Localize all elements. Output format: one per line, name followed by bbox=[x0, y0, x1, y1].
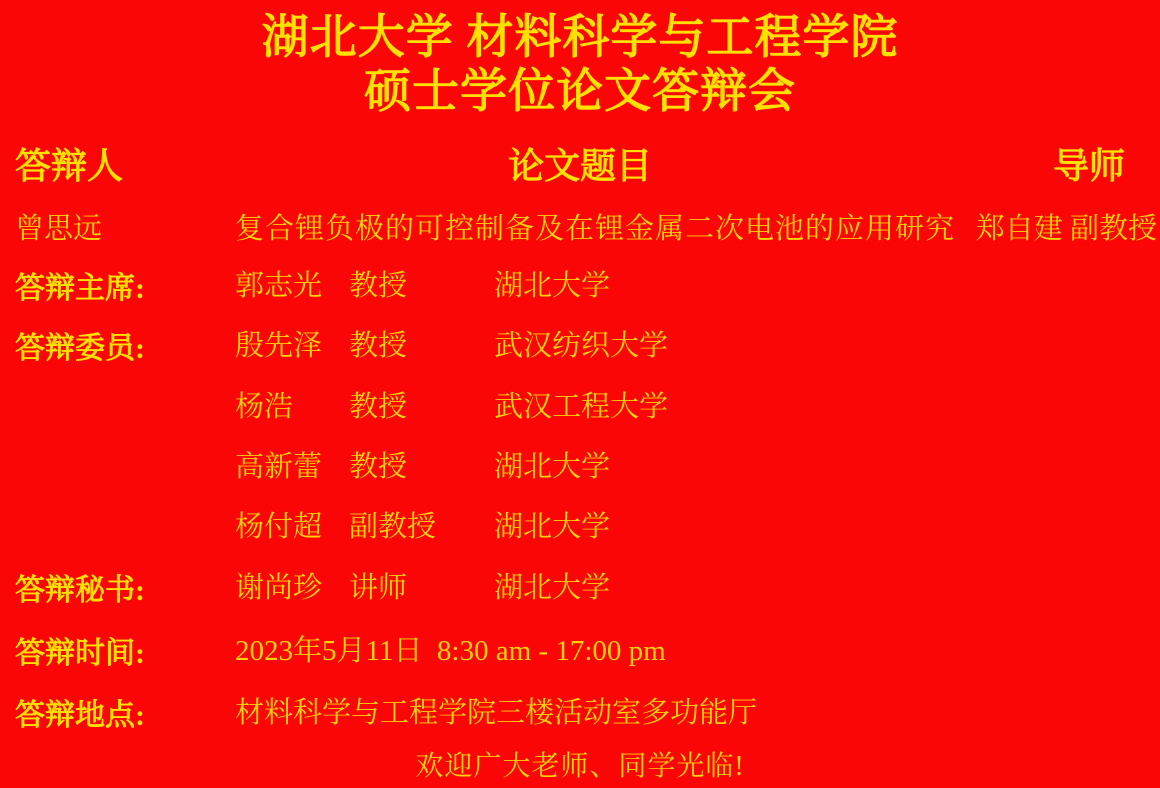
member-name: 高新蕾 bbox=[235, 451, 323, 483]
member-affiliation: 武汉纺织大学 bbox=[494, 330, 669, 362]
row-label: 答辩主席: bbox=[15, 272, 145, 305]
defender-name: 曾思远 bbox=[15, 213, 103, 245]
committee-row-member bbox=[0, 323, 1160, 363]
committee-row-member bbox=[0, 504, 1160, 544]
member-title: 讲师 bbox=[349, 572, 408, 604]
defense-time-row bbox=[0, 628, 1160, 668]
member-name: 殷先泽 bbox=[235, 330, 323, 362]
member-name: 杨浩 bbox=[235, 391, 294, 423]
member-title: 教授 bbox=[349, 451, 408, 483]
committee-row-chair bbox=[0, 263, 1160, 303]
table-row bbox=[0, 206, 1160, 246]
member-affiliation: 武汉工程大学 bbox=[494, 391, 669, 423]
committee-row-member bbox=[0, 384, 1160, 424]
title-line-2: 硕士学位论文答辩会 bbox=[364, 66, 796, 118]
header-supervisor: 导师 bbox=[1052, 146, 1125, 186]
thesis-title: 复合锂负极的可控制备及在锂金属二次电池的应用研究 bbox=[235, 213, 956, 245]
committee-row-member bbox=[0, 444, 1160, 484]
member-title: 教授 bbox=[349, 391, 408, 423]
member-affiliation: 湖北大学 bbox=[494, 270, 611, 302]
member-title: 副教授 bbox=[349, 511, 437, 543]
member-title: 教授 bbox=[349, 270, 408, 302]
member-affiliation: 湖北大学 bbox=[494, 451, 611, 483]
time-label: 答辩时间: bbox=[15, 637, 145, 670]
member-affiliation: 湖北大学 bbox=[494, 572, 611, 604]
table-header-row bbox=[0, 138, 1160, 189]
member-name: 谢尚珍 bbox=[235, 572, 323, 604]
member-title: 教授 bbox=[349, 330, 408, 362]
member-name: 杨付超 bbox=[235, 511, 323, 543]
member-affiliation: 湖北大学 bbox=[494, 511, 611, 543]
header-defender: 答辩人 bbox=[15, 146, 124, 186]
time-value: 2023年5月11日 8:30 am - 17:00 pm bbox=[235, 635, 666, 667]
supervisor-name: 郑自建 副教授 bbox=[975, 213, 1157, 245]
page-title bbox=[0, 11, 1160, 119]
title-line-1: 湖北大学 材料科学与工程学院 bbox=[261, 12, 899, 64]
header-thesis: 论文题目 bbox=[507, 146, 652, 186]
committee-row-secretary bbox=[0, 565, 1160, 605]
welcome-message: 欢迎广大老师、同学光临! bbox=[415, 751, 745, 782]
member-name: 郭志光 bbox=[235, 270, 323, 302]
venue-label: 答辩地点: bbox=[15, 699, 145, 732]
row-label: 答辩秘书: bbox=[15, 574, 145, 607]
defense-venue-row bbox=[0, 690, 1160, 730]
venue-value: 材料科学与工程学院三楼活动室多功能厅 bbox=[235, 697, 758, 729]
row-label: 答辩委员: bbox=[15, 332, 145, 365]
